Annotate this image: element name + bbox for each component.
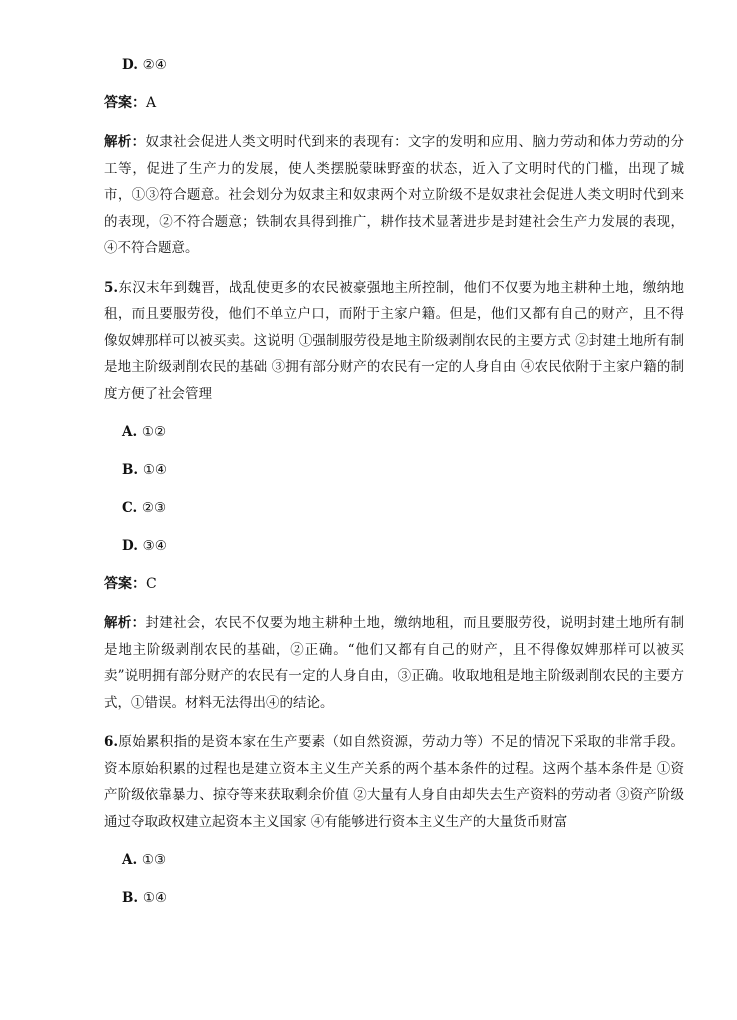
question-6-stem bbox=[104, 729, 684, 835]
option-letter: A. bbox=[122, 852, 138, 868]
answer-line bbox=[104, 571, 684, 597]
analysis-text: 奴隶社会促进人类文明时代到来的表现有：文字的发明和应用、脑力劳动和体力劳动的分工等，促进了生产力的发展，使人类摆脱蒙昧野蛮的状态，近入了文明时代的门槛，出现了城市，①③符合题意。社会划分为奴隶主和奴隶两个对立阶级不是奴隶社会促进人类文明时代到来的表现，②不符合题意；铁制农具得到推广，耕作技术显著进步是封建社会生产力发展的表现，④不符合题意。 bbox=[104, 134, 685, 256]
question-5-stem bbox=[104, 275, 684, 408]
answer-value: C bbox=[146, 576, 157, 592]
option-letter: A. bbox=[122, 424, 138, 440]
option-text: ①④ bbox=[142, 890, 168, 906]
analysis-paragraph bbox=[104, 610, 684, 716]
option-c bbox=[104, 495, 684, 521]
option-letter: D. bbox=[122, 57, 138, 73]
answer-label: 答案： bbox=[104, 95, 146, 111]
answer-label: 答案： bbox=[104, 576, 146, 592]
option-text: ②③ bbox=[141, 500, 167, 516]
option-letter: C. bbox=[122, 500, 138, 516]
option-text: ③④ bbox=[142, 538, 167, 554]
option-letter: B. bbox=[122, 462, 139, 478]
option-d bbox=[104, 533, 684, 559]
question-text: 东汉末年到魏晋，战乱使更多的农民被豪强地主所控制，他们不仅要为地主耕种土地，缴纳地租，而且要服劳役，他们不单立户口，而附于主家户籍。但是，他们又都有自己的财产，且不得像奴婢那样可以被买卖。这说明 ①强制服劳役是地主阶级剥削农民的主要方式 ②封建土地所有制是地主阶级剥削农民的基础 ③拥有部分财产的农民有一定的人身自由 ④农民依附于主家户籍的制度方便了社会管理 bbox=[104, 279, 684, 402]
option-b bbox=[104, 457, 684, 483]
analysis-text: 封建社会，农民不仅要为地主耕种土地，缴纳地租，而且要服劳役，说明封建土地所有制是地主阶级剥削农民的基础，②正确。“他们又都有自己的财产，且不得像奴婢那样可以被买卖”说明拥有部分财产的农民有一定的人身自由，③正确。收取地租是地主阶级剥削农民的主要方式，①错误。材料无法得出④的结论。 bbox=[104, 615, 685, 711]
option-letter: B. bbox=[122, 890, 139, 906]
option-a bbox=[104, 419, 684, 445]
option-a bbox=[104, 847, 684, 873]
option-text: ①② bbox=[141, 424, 167, 440]
option-text: ①③ bbox=[141, 852, 167, 868]
analysis-label: 解析： bbox=[104, 615, 146, 631]
option-text: ①④ bbox=[142, 462, 168, 478]
question-text: 原始累积指的是资本家在生产要素（如自然资源，劳动力等）不足的情况下采取的非常手段。资本原始积累的过程也是建立资本主义生产关系的两个基本条件的过程。这两个基本条件是 ①资产阶级依靠暴力、掠夺等来获取剩余价值 ②大量有人身自由却失去生产资料的劳动者 ③资产阶级通过夺取政权建立起资本主义国家 ④有能够进行资本主义生产的大量货币财富 bbox=[104, 734, 684, 830]
analysis-paragraph bbox=[104, 129, 684, 262]
option-text: ②④ bbox=[142, 57, 167, 73]
option-d bbox=[104, 52, 684, 78]
document-page bbox=[104, 52, 684, 911]
answer-value: A bbox=[146, 95, 157, 111]
option-b bbox=[104, 885, 684, 911]
question-number: 5. bbox=[104, 279, 119, 296]
option-letter: D. bbox=[122, 538, 138, 554]
question-number: 6. bbox=[104, 734, 119, 750]
analysis-label: 解析： bbox=[104, 134, 146, 150]
answer-line bbox=[104, 90, 684, 116]
